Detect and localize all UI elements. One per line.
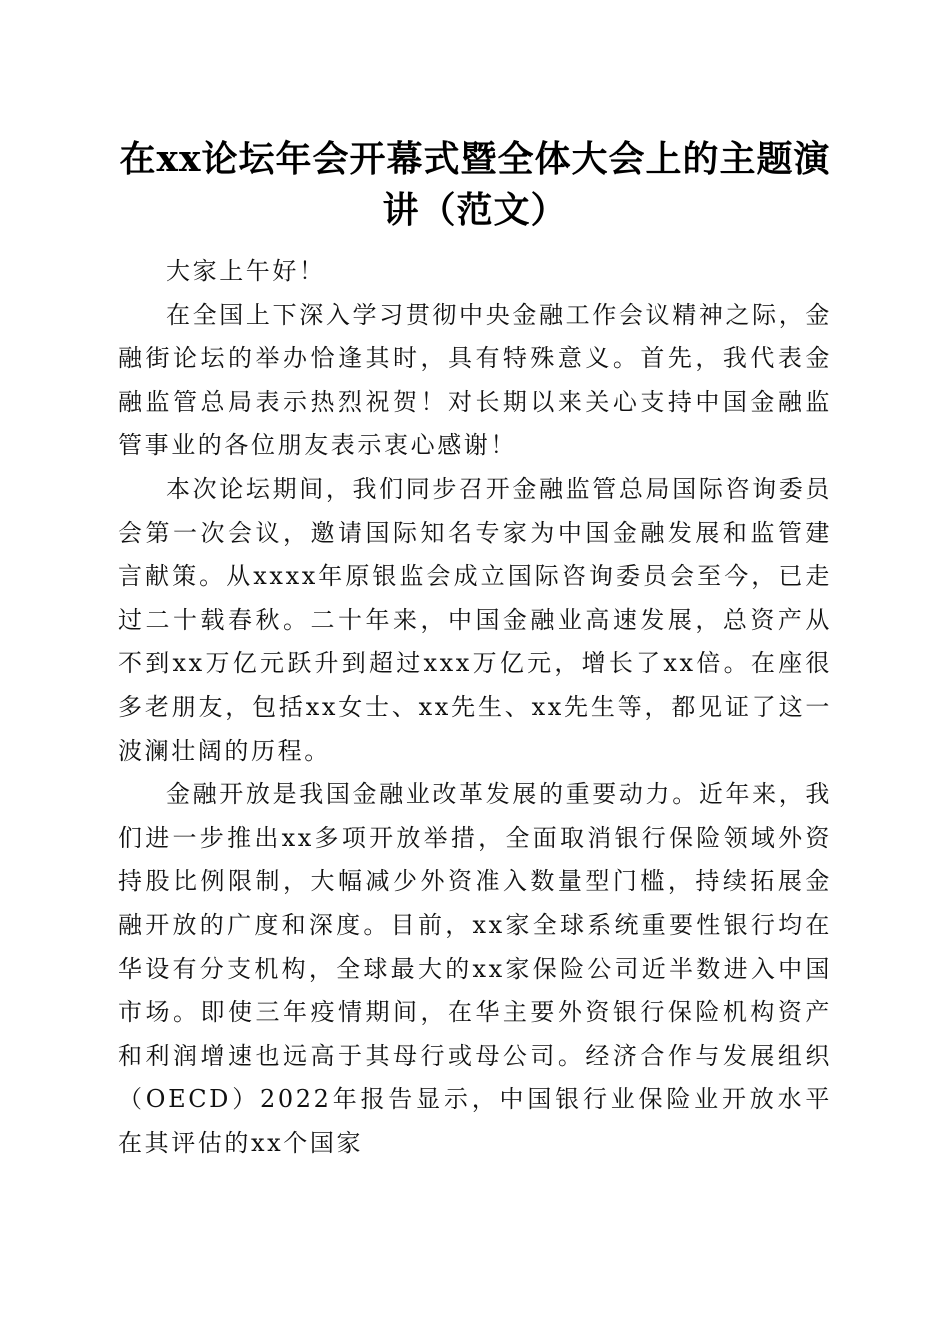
- paragraph-congratulations: 在全国上下深入学习贯彻中央金融工作会议精神之际，金融街论坛的举办恰逢其时，具有特殊意义。首先，我代表金融监管总局表示热烈祝贺！对长期以来关心支持中国金融监管事业的各位朋友表示衷心感谢！: [118, 300, 832, 460]
- paragraph-advisory-committee: 本次论坛期间，我们同步召开金融监管总局国际咨询委员会第一次会议，邀请国际知名专家为中国金融发展和监管建言献策。从xxxx年原银监会成立国际咨询委员会至今，已走过二十载春秋。二十年来，中国金融业高速发展，总资产从不到xx万亿元跃升到超过xxx万亿元，增长了xx倍。在座很多老朋友，包括xx女士、xx先生、xx先生等，都见证了这一波澜壮阔的历程。: [118, 474, 832, 765]
- paragraph-greeting: 大家上午好！: [166, 257, 326, 285]
- document-title: 在xx论坛年会开幕式暨全体大会上的主题演讲（范文）: [119, 138, 831, 231]
- paragraph-financial-opening: 金融开放是我国金融业改革发展的重要动力。近年来，我们进一步推出xx多项开放举措，全面取消银行保险领域外资持股比例限制，大幅减少外资准入数量型门槛，持续拓展金融开放的广度和深度。目前，xx家全球系统重要性银行均在华设有分支机构，全球最大的xx家保险公司近半数进入中国市场。即使三年疫情期间，在华主要外资银行保险机构资产和利润增速也远高于其母行或母公司。经济合作与发展组织（OECD）2022年报告显示，中国银行业保险业开放水平在其评估的xx个国家: [118, 780, 832, 1157]
- document-body: [118, 250, 832, 1165]
